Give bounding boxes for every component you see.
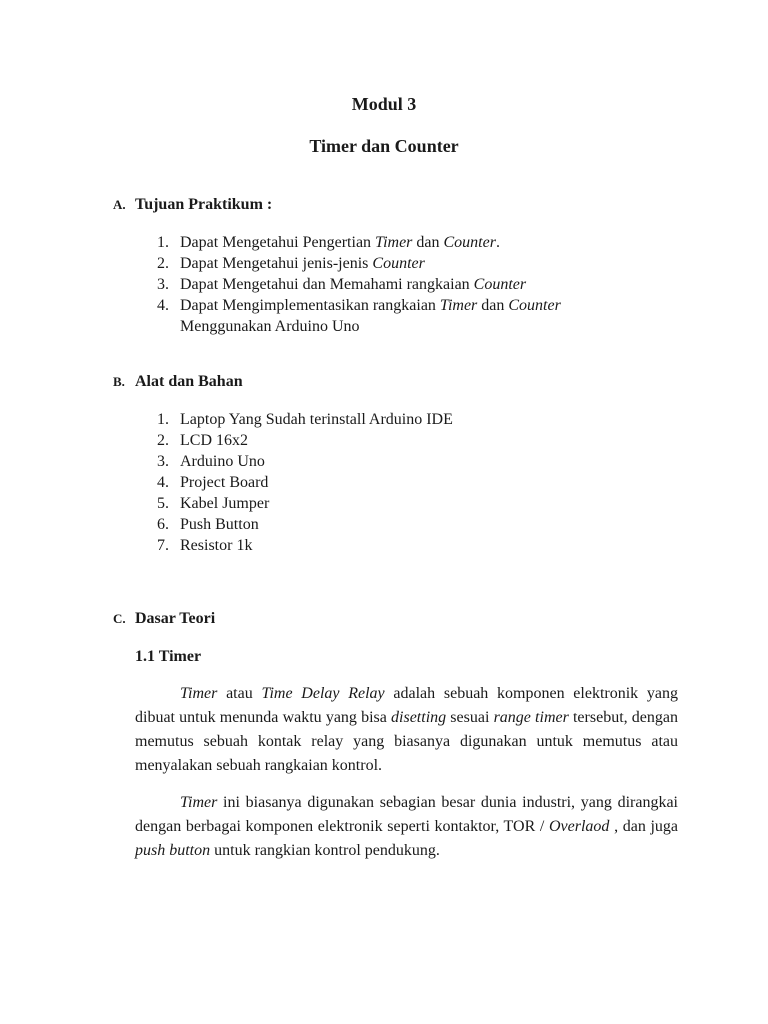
- section-a-heading: [113, 196, 272, 214]
- module-subtitle: Timer dan Counter: [309, 136, 459, 156]
- section-c-title: Dasar Teori: [135, 610, 216, 627]
- list-item: 1. Laptop Yang Sudah terinstall Arduino IDE: [157, 411, 453, 428]
- list-item: 3. Arduino Uno: [157, 453, 265, 470]
- section-b-title: Alat dan Bahan: [135, 373, 243, 390]
- section-c-heading: [113, 610, 215, 628]
- list-item: 4. Project Board: [157, 474, 269, 491]
- list-item: 7. Resistor 1k: [157, 537, 253, 554]
- module-title: Modul 3: [351, 94, 417, 114]
- list-item: 1. Dapat Mengetahui Pengertian Timer dan Counter.: [157, 234, 500, 251]
- list-item: 2. Dapat Mengetahui jenis-jenis Counter: [157, 255, 425, 272]
- section-c-letter: C.: [113, 611, 126, 626]
- list-item: 3. Dapat Mengetahui dan Memahami rangkaian Counter: [157, 276, 527, 293]
- section-b-heading: [113, 373, 243, 391]
- paragraph-timer-usage: Timer ini biasanya digunakan sebagian besar dunia industri, yang dirangkai dengan berbagai komponen elektronik seperti kontaktor, TOR / Overlaod , dan juga push button untuk rangkian kontrol pendukung.: [135, 794, 678, 859]
- objectives-list: [157, 232, 561, 337]
- section-b-letter: B.: [113, 374, 125, 389]
- subsection-heading: 1.1 Timer: [135, 648, 202, 665]
- paragraph-timer-definition: Timer atau Time Delay Relay adalah sebuah komponen elektronik yang dibuat untuk menunda waktu yang bisa disetting sesuai range timer tersebut, dengan memutus sebuah kontak relay yang biasanya digunakan untuk memutus atau menyalakan sebuah rangkaian kontrol.: [135, 685, 678, 774]
- section-a-letter: A.: [113, 197, 126, 212]
- list-item: 2. LCD 16x2: [157, 432, 248, 449]
- list-item: 5. Kabel Jumper: [157, 495, 270, 512]
- materials-list: [157, 409, 453, 556]
- list-item: 4. Dapat Mengimplementasikan rangkaian Timer dan Counter Menggunakan Arduino Uno: [157, 297, 561, 335]
- section-a-title: Tujuan Praktikum :: [135, 196, 273, 213]
- list-item: 6. Push Button: [157, 516, 259, 533]
